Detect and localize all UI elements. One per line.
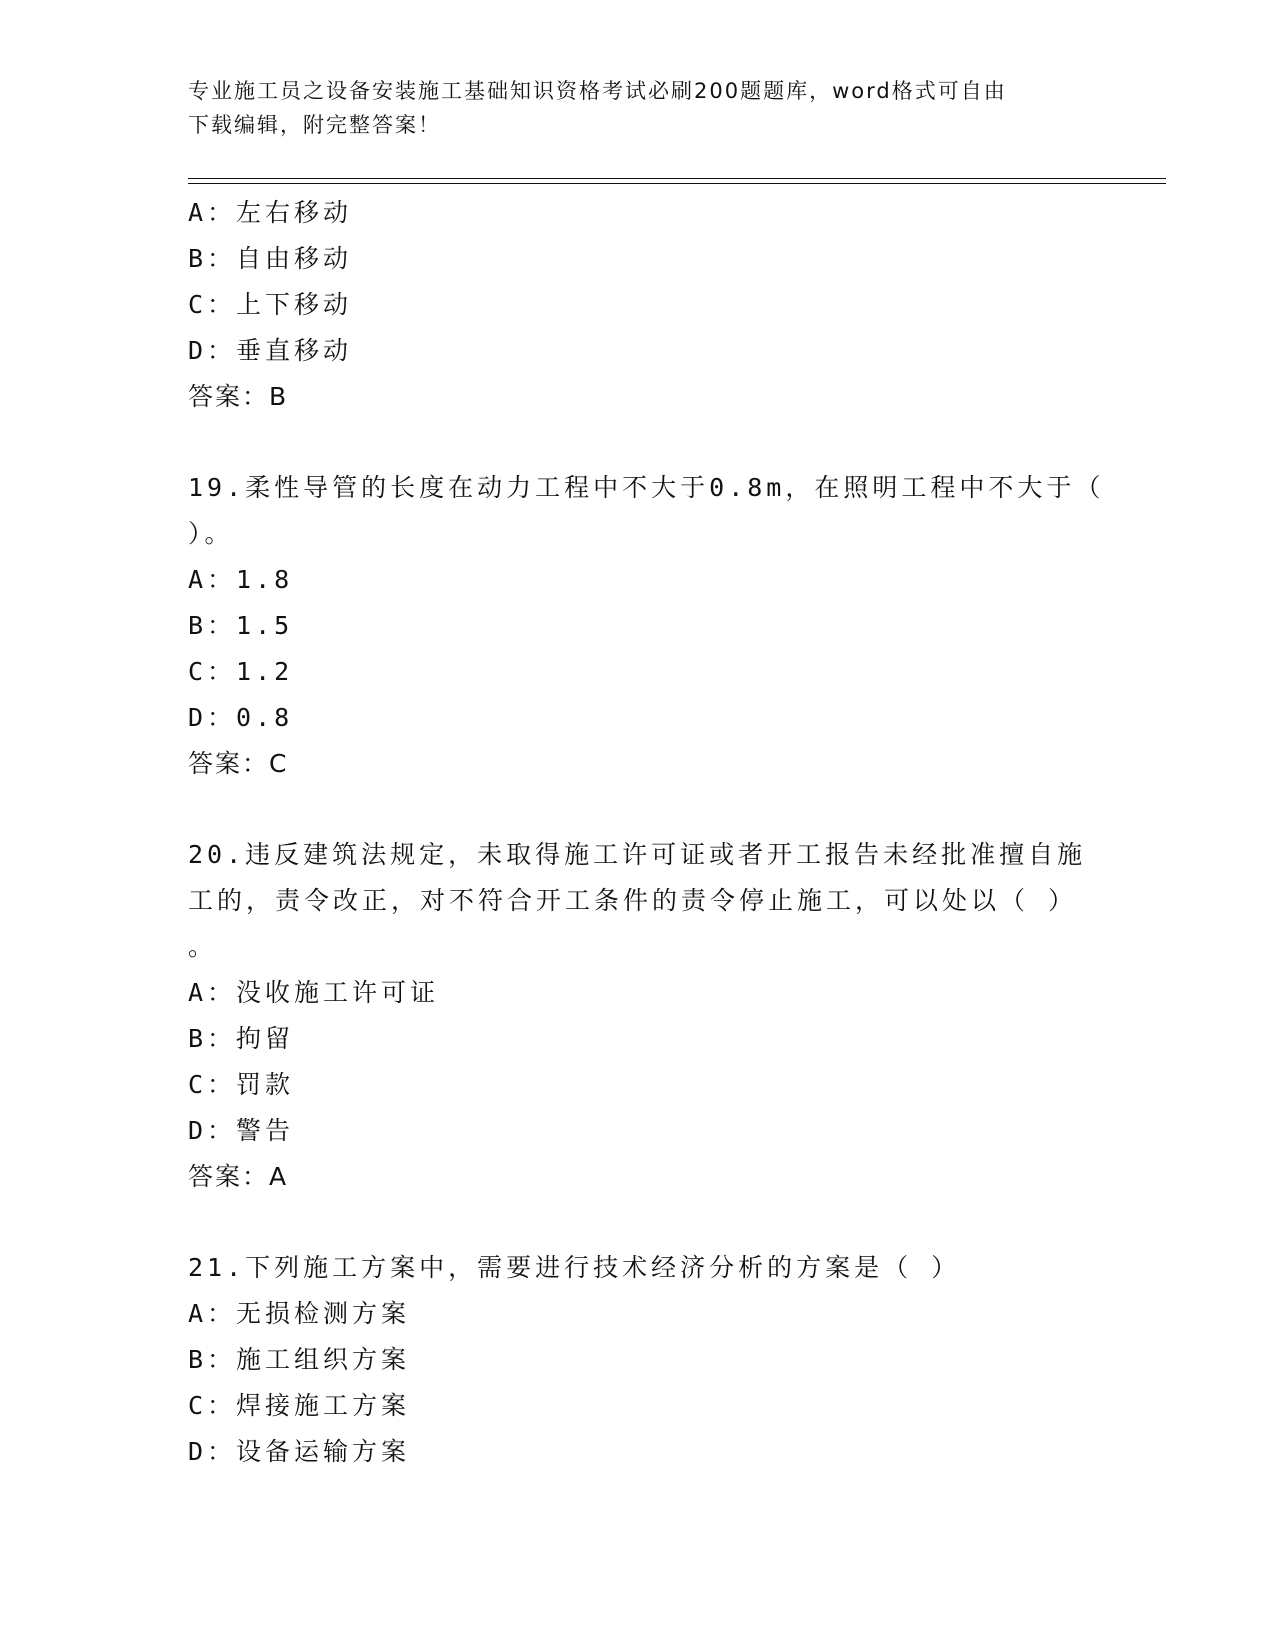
question-list: [188, 190, 1105, 1475]
question-20: [188, 832, 1088, 1200]
option-a: A：左右移动: [188, 198, 353, 227]
document-header: [188, 74, 1088, 142]
option-c: C：1.2: [188, 657, 294, 686]
answer: 答案：A: [188, 1162, 289, 1191]
option-c: C：上下移动: [188, 290, 353, 319]
question-text-line-2: 工的，责令改正，对不符合开工条件的责令停止施工，可以处以（ ）: [188, 886, 1078, 915]
option-a: A：1.8: [188, 565, 294, 594]
header-line-2: 下载编辑，附完整答案！: [188, 113, 441, 137]
question-text-line-1: 19.柔性导管的长度在动力工程中不大于0.8m，在照明工程中不大于（: [188, 473, 1105, 502]
option-d: D：警告: [188, 1116, 295, 1145]
option-c: C：罚款: [188, 1070, 295, 1099]
question-19: [188, 465, 1105, 787]
question-21: [188, 1245, 1088, 1475]
header-divider: [188, 178, 1166, 184]
option-b: B：自由移动: [188, 244, 353, 273]
option-b: B：施工组织方案: [188, 1345, 411, 1374]
question-18: [188, 190, 1088, 420]
option-d: D：0.8: [188, 703, 294, 732]
question-text-line-1: 20.违反建筑法规定，未取得施工许可证或者开工报告未经批准擅自施: [188, 840, 1087, 869]
option-a: A：无损检测方案: [188, 1299, 411, 1328]
option-a: A：没收施工许可证: [188, 978, 440, 1007]
option-d: D：设备运输方案: [188, 1437, 411, 1466]
question-text-line-2: ）。: [188, 519, 234, 548]
option-b: B：1.5: [188, 611, 294, 640]
option-d: D：垂直移动: [188, 336, 353, 365]
question-text-line-3: 。: [188, 932, 218, 961]
option-c: C：焊接施工方案: [188, 1391, 411, 1420]
question-text-line-1: 21.下列施工方案中，需要进行技术经济分析的方案是（ ）: [188, 1253, 961, 1282]
header-line-1: 专业施工员之设备安装施工基础知识资格考试必刷200题题库，word格式可自由: [188, 79, 1007, 103]
answer: 答案：B: [188, 382, 289, 411]
option-b: B：拘留: [188, 1024, 295, 1053]
answer: 答案：C: [188, 749, 289, 778]
